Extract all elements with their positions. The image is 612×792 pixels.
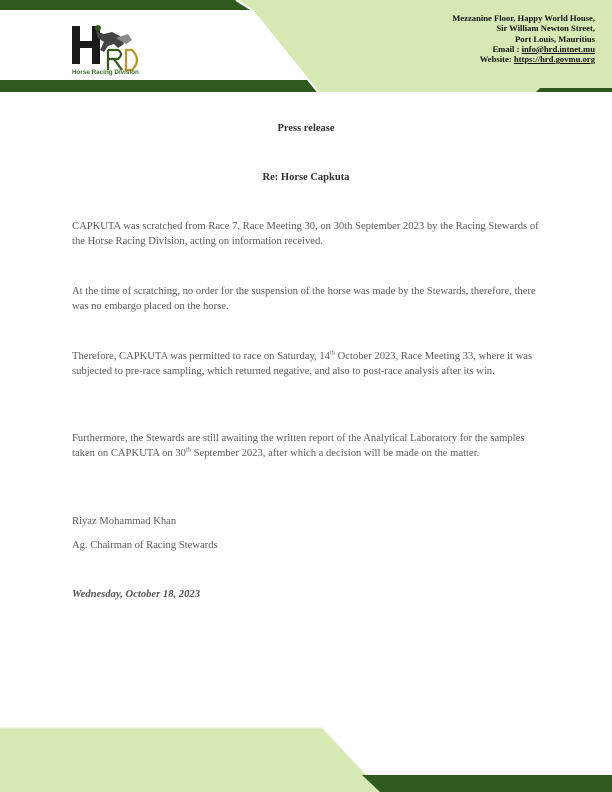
document-title: Press release — [277, 123, 335, 134]
address-line-3: Port Louis, Mauritius — [515, 33, 595, 44]
email-line — [452, 44, 595, 54]
paragraph-3-text-a: Therefore, CAPKUTA was permitted to race on Saturday, 14 — [72, 351, 330, 362]
logo-caption: Horse Racing Division — [72, 69, 139, 76]
paragraph-4-sup: th — [185, 446, 191, 454]
signatory-role: Ag. Chairman of Racing Stewards — [72, 540, 218, 551]
email-label: Email : — [492, 43, 522, 54]
email-link[interactable]: info@hrd.intnet.mu — [521, 43, 595, 54]
signatory-name: Riyaz Mohammad Khan — [72, 516, 177, 527]
paragraph-4 — [72, 431, 542, 461]
paragraph-3 — [72, 349, 542, 379]
footer-banner — [0, 720, 612, 792]
address-line-1: Mezzanine Floor, Happy World House, — [452, 13, 595, 23]
paragraph-2: At the time of scratching, no order for the suspension of the horse was made by the Stewards, therefore, there was no embargo placed on the horse. — [72, 286, 536, 312]
paragraph-4-text-b: September 2023, after which a decision will be made on the matter. — [190, 448, 480, 459]
paragraph-4-text-a: Furthermore, the Stewards are still awaiting the written report of the Analytical Laboratory for the samples taken on CAPKUTA on 30 — [72, 433, 525, 459]
document-subject: Re: Horse Capkuta — [262, 172, 350, 183]
website-line — [452, 54, 595, 64]
website-link[interactable]: https://hrd.govmu.org — [513, 54, 595, 65]
paragraph-3-text-b: October 2023, Race Meeting 33, where it was subjected to pre-race sampling, which returned negative, and also to post-race analysis after its win. — [72, 351, 533, 377]
website-label: Website: — [479, 54, 514, 65]
paragraph-1: CAPKUTA was scratched from Race 7, Race Meeting 30, on 30th September 2023 by the Racing Stewards of the Horse Racing Division, acting on information received. — [72, 221, 539, 247]
document-date: Wednesday, October 18, 2023 — [72, 589, 200, 600]
address-line-2: Sir William Newton Street, — [496, 23, 595, 34]
address-block — [452, 13, 595, 64]
paragraph-3-sup: th — [329, 349, 335, 357]
letterhead — [0, 0, 612, 100]
